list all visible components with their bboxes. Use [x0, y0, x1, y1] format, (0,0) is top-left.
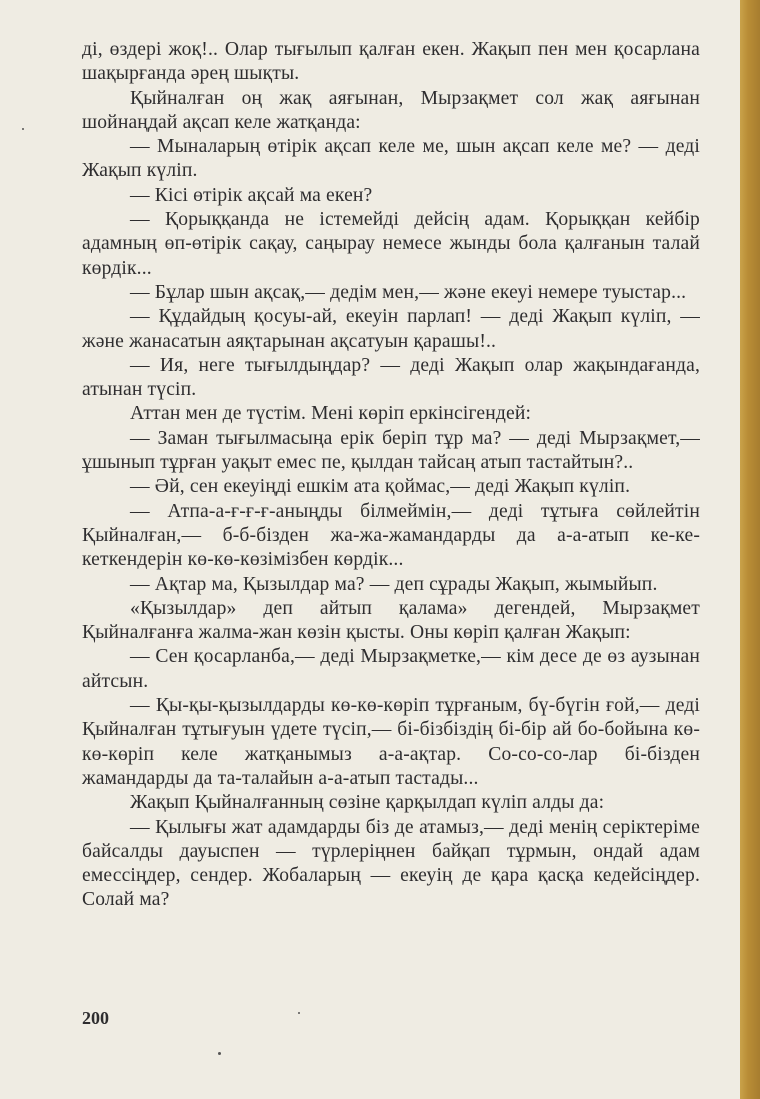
paragraph: — Кісі өтірік ақсай ма екен? — [130, 184, 373, 206]
paragraph: ді, өздері жоқ!.. Олар тығылып қалған екен. Жақып пен мен қосарлана шақырғанда әрең шықты. — [82, 39, 700, 85]
paragraph: «Қызылдар» деп айтып қалама» дегендей, Мырзақмет Қыйналғанға жалма-жан көзін қысты. Оны көріп қалған Жақып: — [82, 597, 700, 644]
paragraph: — Бұлар шын ақсақ,— дедім мен,— және екеуі немере туыстар... — [130, 281, 687, 303]
page-number: 200 — [82, 1008, 109, 1028]
page-edge — [740, 0, 760, 1099]
paragraph: — Ақтар ма, Қызылдар ма? — деп сұрады Жақып, жымыйып. — [130, 573, 658, 595]
print-speck — [218, 1052, 221, 1055]
paragraph: — Әй, сен екеуіңді ешкім ата қоймас,— деді Жақып күліп. — [130, 476, 631, 498]
paragraph: — Қы-қы-қызылдарды кө-кө-көріп тұрғаным, бү-бүгін ғой,— деді Қыйналған тұтығуын үдете түсіп,— бі-бізбіздің бі-бір ай бо-бойына кө-кө-көріп келе жатқанымыз а-а-ақтар. Со-со-со-лар бі-бізден жамандарды да та-талайын а-а-атып тастады... — [82, 695, 700, 789]
paragraph: — Құдайдың қосуы-ай, екеуін парлап! — деді Жақып күліп, — және жанасатын аяқтарынан ақсатуын қарашы!.. — [82, 306, 700, 352]
paragraph: Қыйналған оң жақ аяғынан, Мырзақмет сол жақ аяғынан шойнаңдай ақсап келе жатқанда: — [82, 87, 700, 133]
paragraph: — Атпа-а-ғ-ғ-ғ-аныңды білмеймін,— деді тұтыға сөйлейтін Қыйналған,— б-б-бізден жа-жа-жамандарды да а-а-атып ке-ке-кеткендерін кө-кө-көзімізбен көрдік... — [82, 500, 700, 571]
paragraph: — Сен қосарланба,— деді Мырзақметке,— кім десе де өз аузынан айтсын. — [82, 646, 700, 692]
paragraph: — Қылығы жат адамдарды біз де атамыз,— деді менің серіктеріме байсалды дауыспен — түрлеріңнен байқап тұрмын, ондай адам емессіңдер, сендер. Жобаларың — екеуің де қара қасқа кедейсіңдер. Солай ма? — [82, 816, 700, 911]
paragraph: Аттан мен де түстім. Мені көріп еркінсігендей: — [130, 403, 532, 425]
paragraph: — Қорыққанда не істемейді дейсің адам. Қорыққан кейбір адамның өп-өтірік сақау, саңырау немесе жынды бола қалғанын талай көрдік... — [82, 209, 700, 279]
paragraph: — Ия, неге тығылдыңдар? — деді Жақып олар жақындағанда, атынан түсіп. — [82, 354, 700, 401]
paragraph: Жақып Қыйналғанның сөзіне қарқылдап күліп алды да: — [130, 792, 605, 814]
paragraph: — Заман тығылмасыңа ерік беріп тұр ма? — деді Мырзақмет,— ұшынып тұрған уақыт емес пе, қылдан тайсаң атып тастайтын?.. — [82, 427, 700, 474]
paragraph: — Мыналарың өтірік ақсап келе ме, шын ақсап келе ме? — деді Жақып күліп. — [82, 136, 700, 182]
body-text — [82, 38, 700, 913]
print-speck — [22, 128, 24, 130]
print-speck — [298, 1012, 300, 1014]
